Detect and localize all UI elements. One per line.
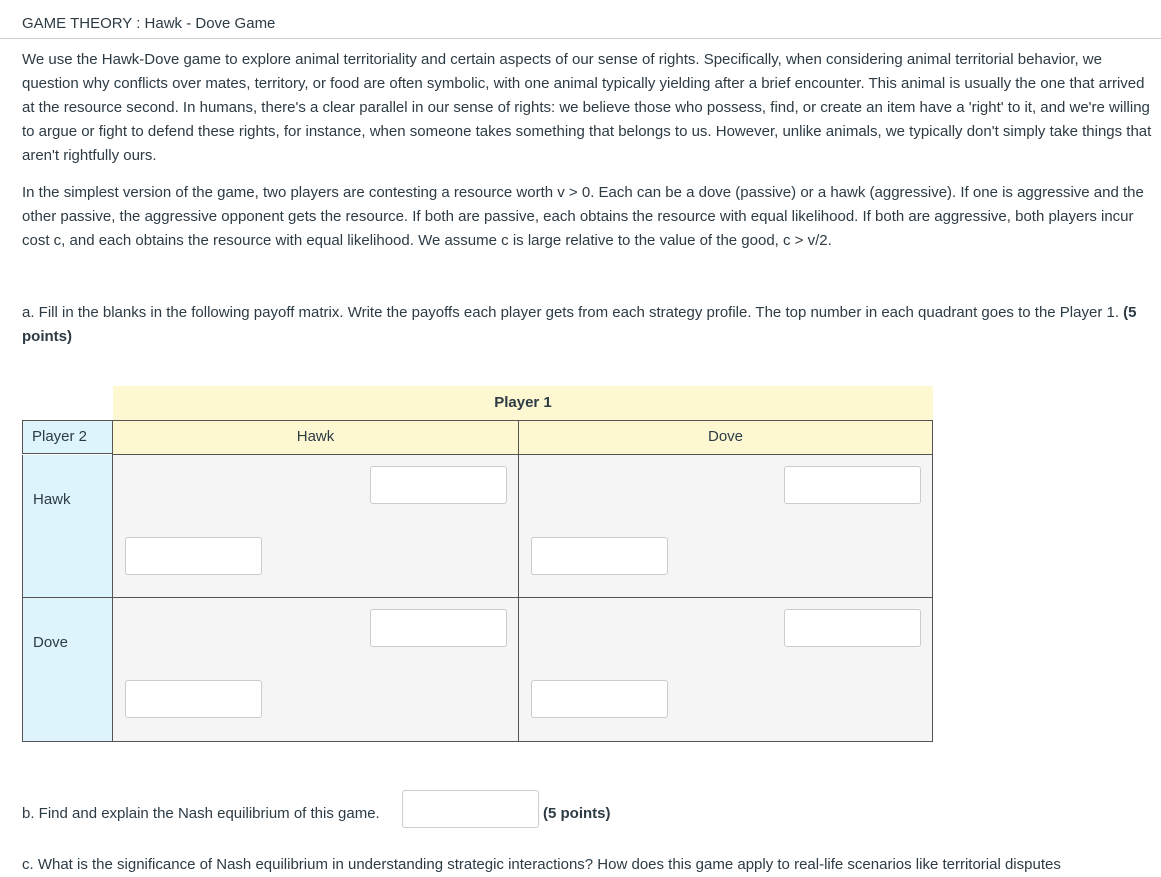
payoff-input-hawk-hawk-player2[interactable] [125, 537, 262, 575]
payoff-input-dove-hawk-player2[interactable] [125, 680, 262, 718]
question-a [22, 301, 1142, 349]
payoff-input-hawk-hawk-player1[interactable] [370, 466, 507, 504]
rules-paragraph: In the simplest version of the game, two players are contesting a resource worth v > 0. Each can be a dove (passive) or a hawk (aggressive). If one is aggressive and the other passive, the aggressive opponent gets the resource. If both are passive, each obtains the resource with equal likelihood. If both are aggressive, both players incur cost c, and each obtains the resource with equal likelihood. We assume c is large relative to the value of the good, c > v/2. [22, 184, 1144, 249]
cell-hawk-dove [518, 455, 933, 598]
player1-header: Player 1 [113, 386, 933, 420]
column-header-hawk: Hawk [112, 420, 519, 455]
question-b: b. Find and explain the Nash equilibrium of this game. [22, 805, 380, 822]
page-title: GAME THEORY : Hawk - Dove Game [22, 15, 276, 32]
payoff-matrix [22, 386, 933, 742]
cell-dove-hawk [112, 598, 519, 742]
question-a-points: (5 points) [22, 304, 1137, 345]
payoff-input-dove-hawk-player1[interactable] [370, 609, 507, 647]
title-divider [0, 38, 1161, 39]
column-header-dove: Dove [518, 420, 933, 455]
cell-hawk-hawk [112, 455, 519, 598]
row-header-dove: Dove [22, 598, 113, 742]
question-c: c. What is the significance of Nash equilibrium in understanding strategic interactions? How does this game apply to real-life scenarios like territorial disputes [22, 856, 1061, 873]
player2-header: Player 2 [22, 420, 112, 454]
payoff-input-dove-dove-player1[interactable] [784, 609, 921, 647]
payoff-input-hawk-dove-player2[interactable] [531, 537, 668, 575]
question-b-points: (5 points) [543, 805, 611, 822]
intro-paragraph: We use the Hawk-Dove game to explore animal territoriality and certain aspects of our sense of rights. Specifically, when considering animal territorial behavior, we question why conflicts over mates, territory, or food are often symbolic, with one animal typically yielding after a brief encounter. This animal is usually the one that arrived at the resource second. In humans, there's a clear parallel in our sense of rights: we believe those who possess, find, or create an item have a 'right' to it, and we're willing to argue or fight to defend these rights, for instance, when someone takes something that belongs to us. However, unlike animals, we typically don't simply take things that aren't rightfully ours. [22, 51, 1152, 164]
payoff-input-hawk-dove-player1[interactable] [784, 466, 921, 504]
payoff-input-dove-dove-player2[interactable] [531, 680, 668, 718]
nash-equilibrium-input[interactable] [402, 790, 539, 828]
cell-dove-dove [518, 598, 933, 742]
question-a-text: a. Fill in the blanks in the following payoff matrix. Write the payoffs each player gets from each strategy profile. The top number in each quadrant goes to the Player 1. [22, 304, 1124, 321]
row-header-hawk: Hawk [22, 455, 113, 598]
